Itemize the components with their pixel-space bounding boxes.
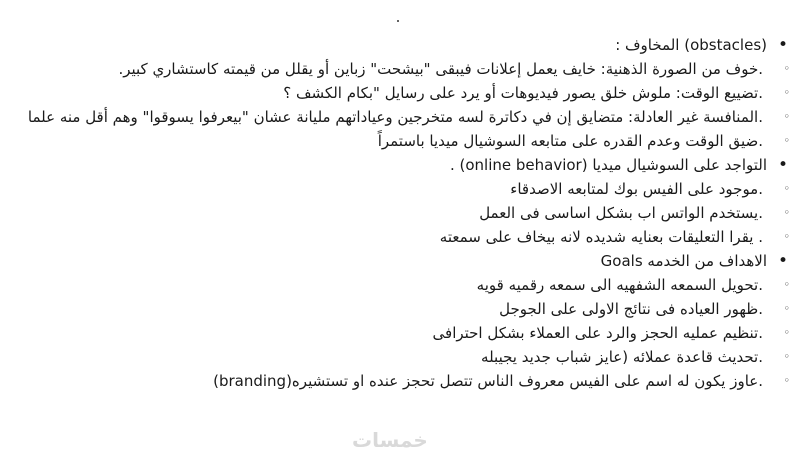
- list-item: ◦ .تحديث قاعدة عملائه (عايز شباب جديد يجيبله: [0, 345, 800, 369]
- document-body: [0, 33, 800, 393]
- list-item: ◦ .عاوز يكون له اسم على الفيس معروف الناس تتصل تحجز عنده او تستشيره(branding): [0, 369, 800, 393]
- outline-list: [0, 33, 800, 393]
- list-item: ◦ .تحويل السمعه الشفهيه الى سمعه رقميه قويه: [0, 273, 800, 297]
- list-item: ◦ .يستخدم الواتس اب بشكل اساسى فى العمل: [0, 201, 800, 225]
- section-obstacles-heading: • (obstacles) المخاوف :: [0, 33, 800, 57]
- list-item: ◦ .ضيق الوقت وعدم القدره على متابعه السوشيال ميديا باستمراً: [0, 129, 800, 153]
- section-goals-heading: • الاهداف من الخدمه Goals: [0, 249, 800, 273]
- list-item: ◦ .تنظيم عمليه الحجز والرد على العملاء بشكل احترافى: [0, 321, 800, 345]
- watermark-logo: خمسات: [352, 428, 428, 452]
- list-item: ◦ .خوف من الصورة الذهنية: خايف يعمل إعلانات فيبقى "بيشحت" زباين أو يقلل من قيمته كاستشاري كبير.: [0, 57, 800, 81]
- list-item: ◦ . يقرا التعليقات بعنايه شديده لانه بيخاف على سمعته: [0, 225, 800, 249]
- list-item: ◦ .ظهور العياده فى نتائج الاولى على الجوجل: [0, 297, 800, 321]
- section-online-behavior-heading: • التواجد على السوشيال ميديا (online behavior) .: [0, 153, 800, 177]
- list-item: ◦ .المنافسة غير العادلة: متضايق إن في دكاترة لسه متخرجين وعياداتهم مليانة عشان "بيعرفوا يسوقوا" وهم أقل منه علما: [0, 105, 800, 129]
- list-item: ◦ .موجود على الفيس بوك لمتابعه الاصدقاء: [0, 177, 800, 201]
- page-dot: [397, 20, 399, 22]
- list-item: ◦ .تضييع الوقت: ملوش خلق يصور فيديوهات أو يرد على رسايل "بكام الكشف ؟: [0, 81, 800, 105]
